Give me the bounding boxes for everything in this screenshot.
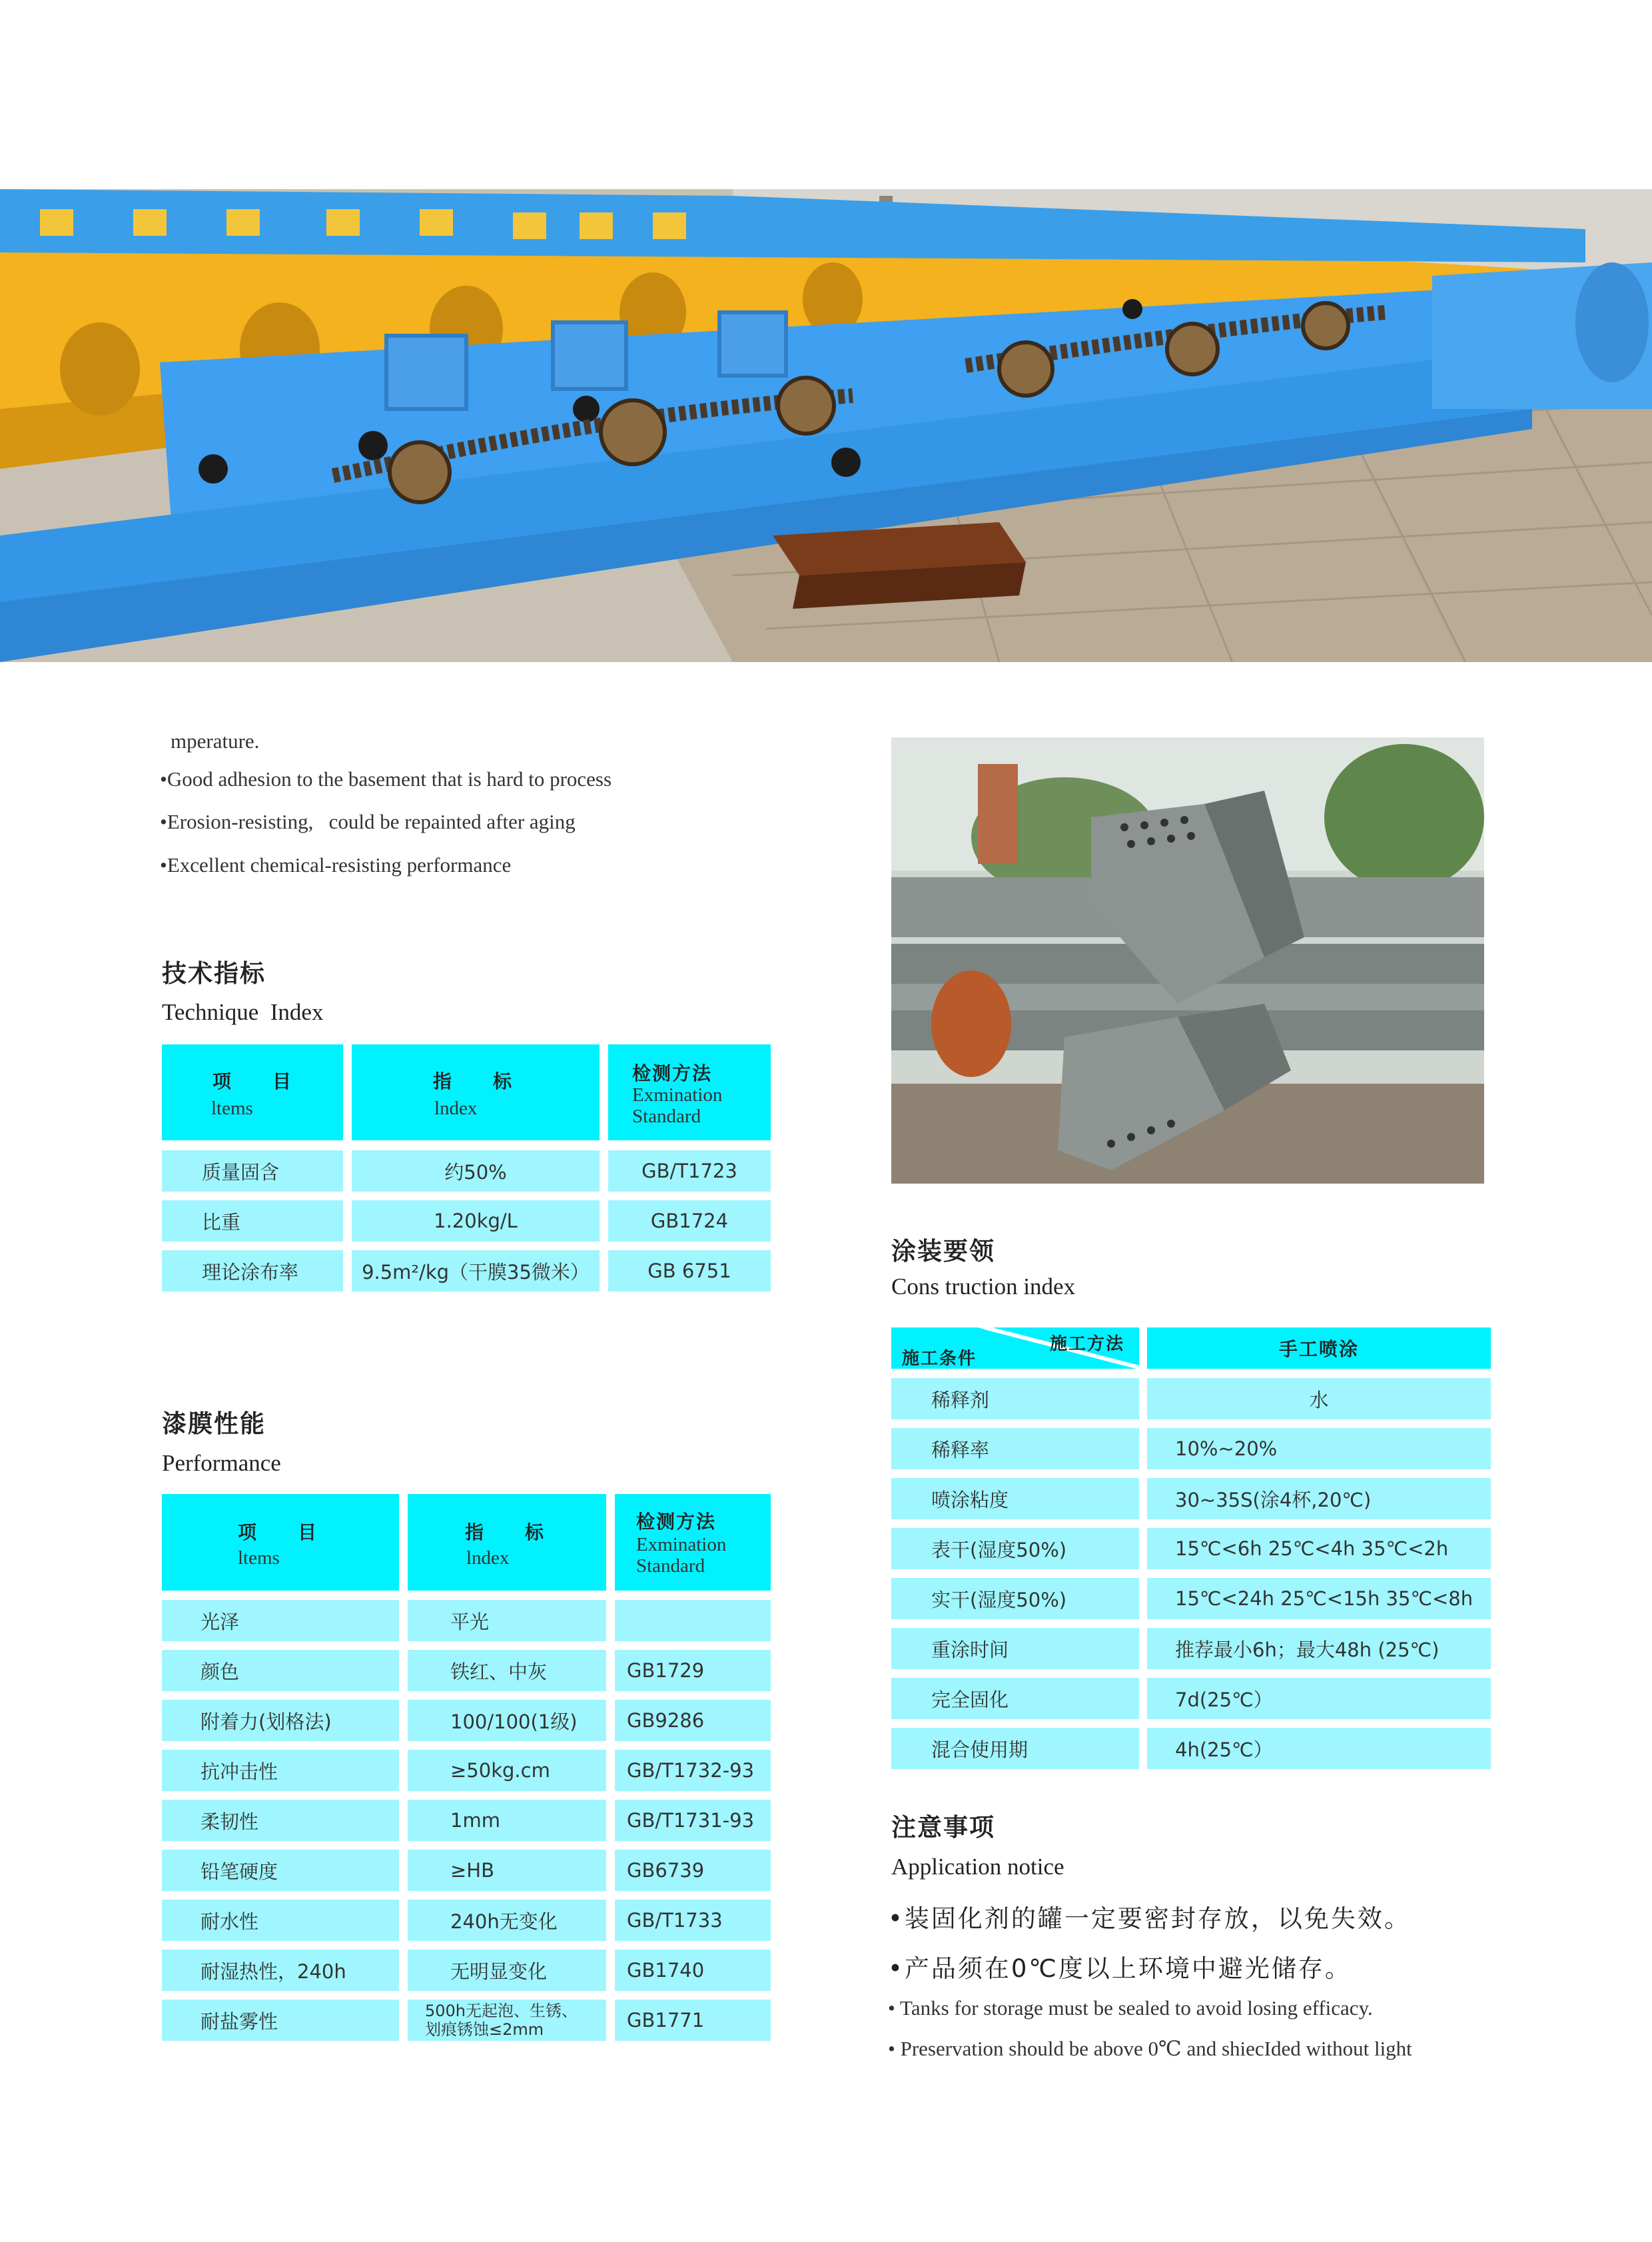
tech-row-3-standard: GB 6751 (608, 1250, 771, 1292)
steel-structure-photo (891, 737, 1484, 1184)
machine-illustration (0, 189, 1652, 662)
tech-title-en: Technique Index (162, 999, 324, 1025)
perf-row-3-col-3: GB9286 (615, 1700, 771, 1741)
cons-row-7-col-1: 完全固化 (891, 1678, 1139, 1719)
perf-row-9-col-3: GB1771 (615, 2000, 771, 2041)
perf-row-2-col-1: 颜色 (162, 1650, 399, 1691)
perf-row-4-col-2: ≥50kg.cm (408, 1750, 606, 1791)
tech-header-items: 项 目 ltems (162, 1044, 343, 1140)
tech-header-standard: 检测方法 Exmination Standard (608, 1044, 771, 1140)
perf-row-7-col-1: 耐水性 (162, 1900, 399, 1941)
perf-header-standard: 检测方法 Exmination Standard (615, 1494, 771, 1591)
perf-row-9-col-1: 耐盐雾性 (162, 2000, 399, 2041)
perf-row-8-col-1: 耐湿热性，240h (162, 1950, 399, 1991)
perf-row-8-col-2: 无明显变化 (408, 1950, 606, 1991)
cons-row-8-col-2: 4h(25℃） (1147, 1728, 1491, 1769)
perf-row-6-col-1: 铅笔硬度 (162, 1850, 399, 1891)
cons-row-6-col-1: 重涂时间 (891, 1628, 1139, 1669)
perf-row-6-col-2: ≥HB (408, 1850, 606, 1891)
perf-row-8-col-3: GB1740 (615, 1950, 771, 1991)
perf-row-1-col-2: 平光 (408, 1600, 606, 1641)
notice-en-line-2: • Preservation should be above 0℃ and shiecIded without light (888, 2037, 1412, 2060)
notice-cn-line-1: •装固化剂的罐一定要密封存放，以免失效。 (888, 1904, 1411, 1933)
intro-line-erosion: •Erosion-resisting, could be repainted after aging (160, 810, 576, 833)
cons-row-8-col-1: 混合使用期 (891, 1728, 1139, 1769)
perf-row-7-col-3: GB/T1733 (615, 1900, 771, 1941)
perf-row-2-col-3: GB1729 (615, 1650, 771, 1691)
cons-row-5-col-1: 实干(湿度50%) (891, 1578, 1139, 1619)
perf-header-items: 项 目 ltems (162, 1494, 399, 1591)
cons-row-1-col-1: 稀释剂 (891, 1378, 1139, 1419)
cons-row-4-col-2: 15℃<6h 25℃<4h 35℃<2h (1147, 1528, 1491, 1569)
steel-illustration (891, 737, 1484, 1184)
perf-title-cn: 漆膜性能 (162, 1409, 266, 1438)
cons-row-5-col-2: 15℃<24h 25℃<15h 35℃<8h (1147, 1578, 1491, 1619)
perf-title-en: Performance (162, 1450, 281, 1476)
tech-title-cn: 技术指标 (162, 959, 266, 988)
perf-row-5-col-1: 柔韧性 (162, 1800, 399, 1841)
perf-row-9-col-2: 500h无起泡、生锈、 划痕锈蚀≤2mm (408, 2000, 606, 2041)
tech-row-2-standard: GB1724 (608, 1200, 771, 1242)
cons-title-cn: 涂装要领 (891, 1237, 995, 1266)
tech-row-3-item: 理论涂布率 (162, 1250, 343, 1292)
perf-row-2-col-2: 铁红、中灰 (408, 1650, 606, 1691)
intro-line-temperature: mperature. (171, 729, 260, 753)
cons-row-3-col-2: 30~35S(涂4杯,20℃) (1147, 1478, 1491, 1519)
tech-row-1-index: 约50% (352, 1150, 600, 1192)
tech-row-2-index: 1.20kg/L (352, 1200, 600, 1242)
cons-header-manual-spray: 手工喷涂 (1147, 1327, 1491, 1369)
cons-row-7-col-2: 7d(25℃） (1147, 1678, 1491, 1719)
perf-row-6-col-3: GB6739 (615, 1850, 771, 1891)
perf-row-1-col-3 (615, 1600, 771, 1641)
tech-row-2-item: 比重 (162, 1200, 343, 1242)
cons-header-condition: 施工条件 (902, 1349, 977, 1369)
cons-header-method: 施工方法 (1050, 1334, 1125, 1354)
tech-row-1-standard: GB/T1723 (608, 1150, 771, 1192)
perf-header-index: 指 标 lndex (408, 1494, 606, 1591)
notice-title-cn: 注意事项 (891, 1813, 995, 1842)
perf-row-5-col-3: GB/T1731-93 (615, 1800, 771, 1841)
cons-row-1-col-2: 水 (1147, 1378, 1491, 1419)
notice-cn-line-2: •产品须在0℃度以上环境中避光储存。 (888, 1954, 1352, 1983)
notice-title-en: Application notice (891, 1854, 1064, 1880)
tech-header-index: 指 标 lndex (352, 1044, 600, 1140)
perf-row-3-col-1: 附着力(划格法) (162, 1700, 399, 1741)
cons-row-3-col-1: 喷涂粘度 (891, 1478, 1139, 1519)
cons-row-4-col-1: 表干(湿度50%) (891, 1528, 1139, 1569)
tech-row-3-index: 9.5m²/kg（干膜35微米） (352, 1250, 600, 1292)
notice-en-line-1: • Tanks for storage must be sealed to avoid losing efficacy. (888, 1996, 1373, 2020)
intro-line-chemical: •Excellent chemical-resisting performance (160, 853, 512, 877)
perf-row-1-col-1: 光泽 (162, 1600, 399, 1641)
cons-header-diagonal (891, 1327, 1139, 1369)
perf-row-4-col-1: 抗冲击性 (162, 1750, 399, 1791)
cons-title-en: Cons truction index (891, 1274, 1076, 1300)
perf-row-7-col-2: 240h无变化 (408, 1900, 606, 1941)
cons-row-6-col-2: 推荐最小6h；最大48h (25℃) (1147, 1628, 1491, 1669)
perf-row-5-col-2: 1mm (408, 1800, 606, 1841)
tech-row-1-item: 质量固含 (162, 1150, 343, 1192)
intro-line-adhesion: •Good adhesion to the basement that is hard to process (160, 767, 612, 791)
roll-forming-machine-photo (0, 189, 1652, 662)
perf-row-3-col-2: 100/100(1级) (408, 1700, 606, 1741)
cons-row-2-col-2: 10%~20% (1147, 1428, 1491, 1469)
perf-row-4-col-3: GB/T1732-93 (615, 1750, 771, 1791)
cons-row-2-col-1: 稀释率 (891, 1428, 1139, 1469)
